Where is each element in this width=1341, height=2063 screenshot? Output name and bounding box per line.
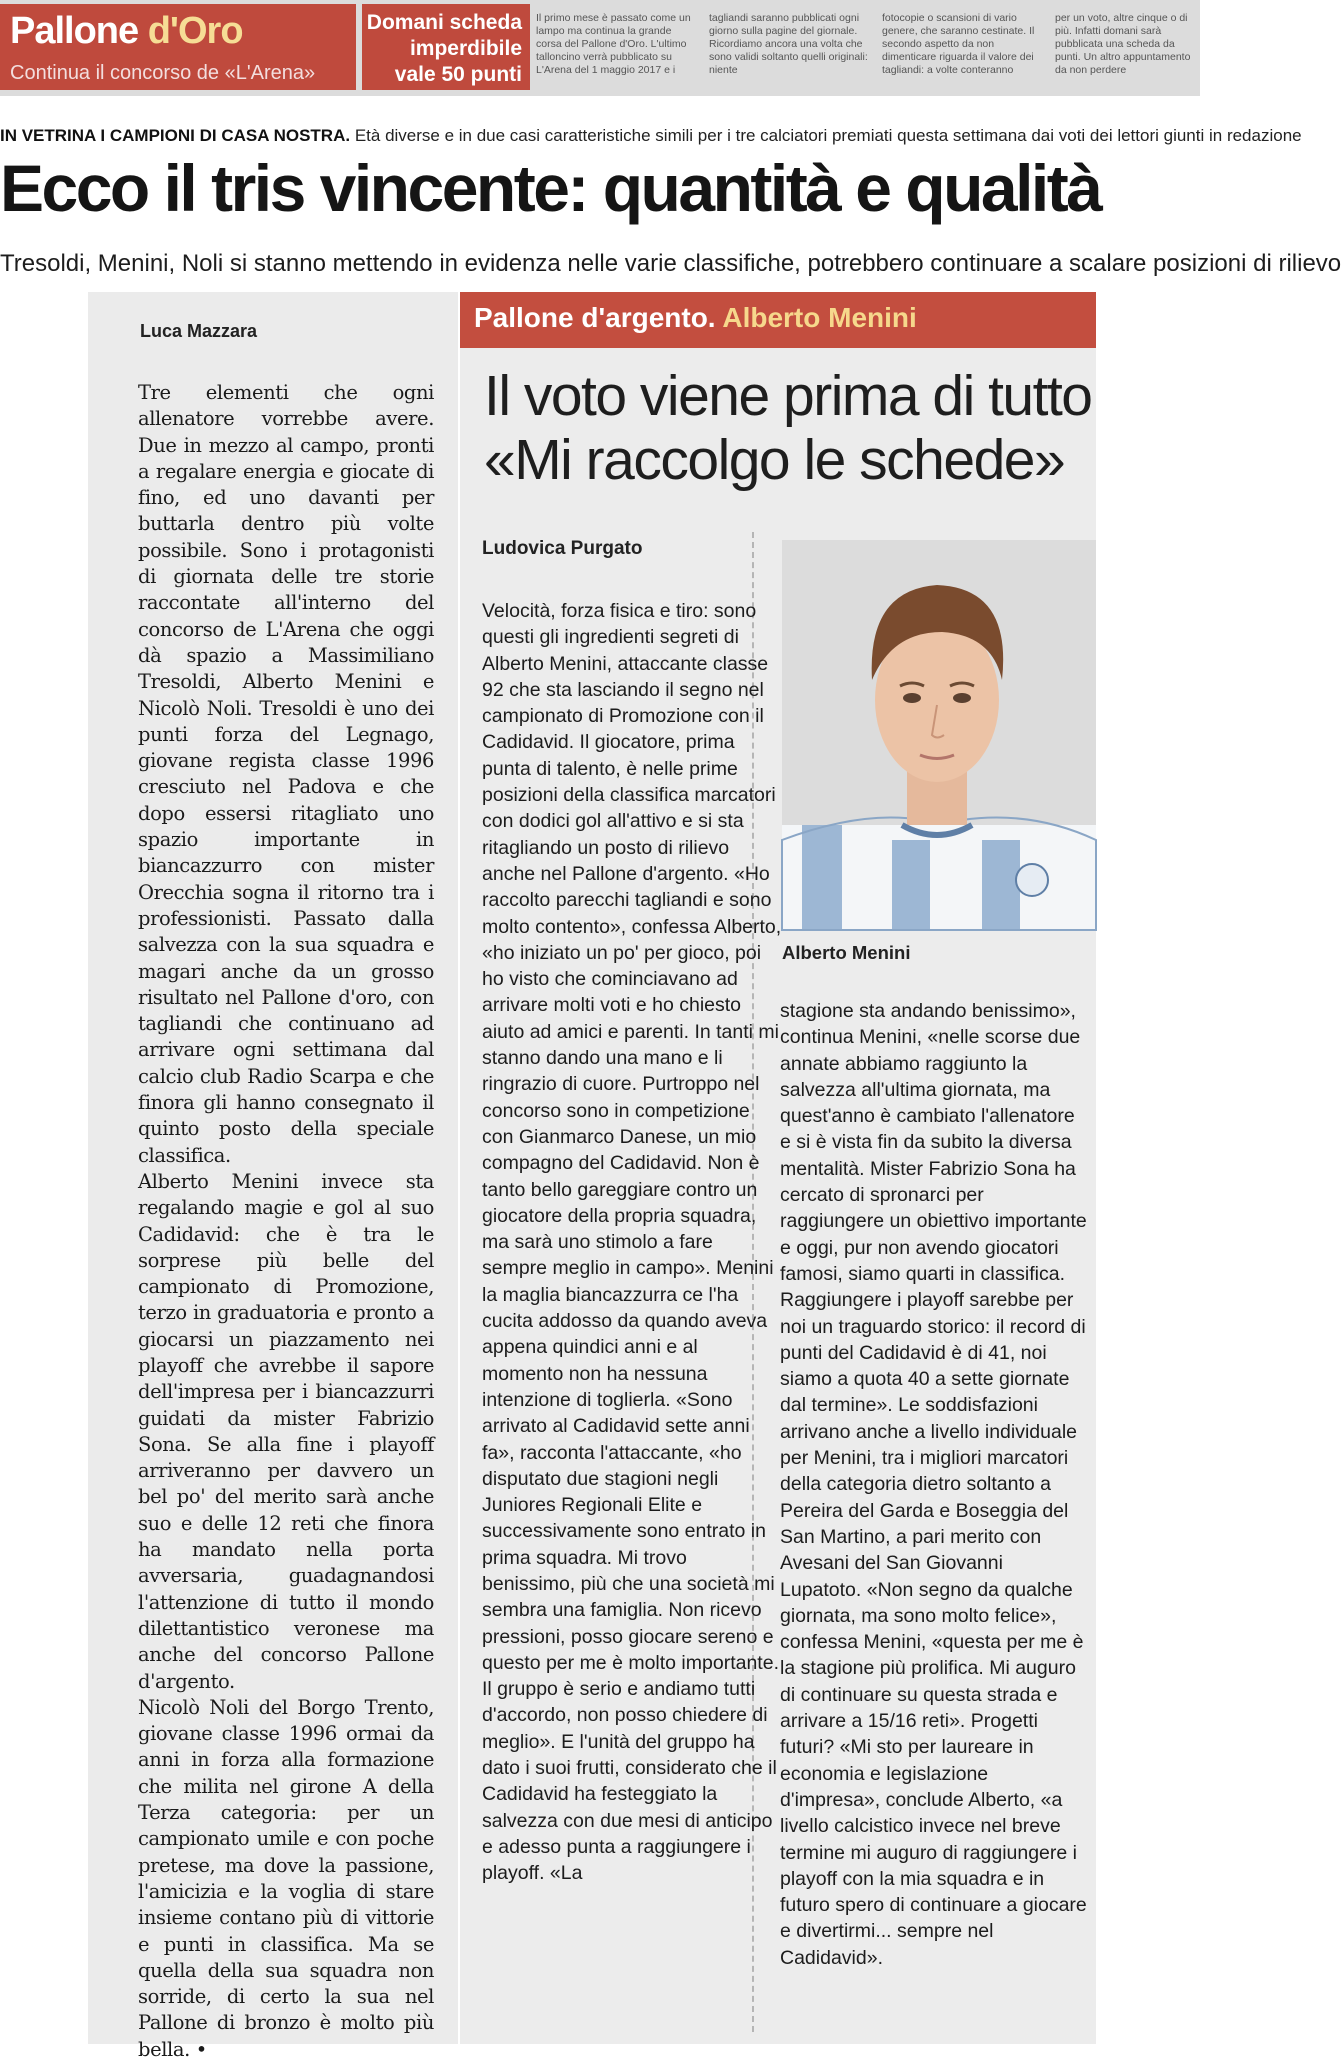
left-article-paragraph: Alberto Menini invece sta regalando magie e gol al suo Cadidavid: che è tra le sorprese più belle del campionato di Promozione, terzo in graduatoria e pronto a giocarsi un piazzamento nei playoff che avrebbe il sapore dell'impresa per i biancazzurri guidati da mister Fabrizio Sona. Se alla fine i playoff arriveranno per davvero un bel po' del merito sarà anche suo e delle 12 reti che finora ha mandato nella porta avversaria, guadagnandosi l'attenzione di tutto il mondo dilettantistico veronese ma anche del concorso Pallone d'argento. <box>138 1169 434 1693</box>
info-column-3: fotocopie o scansioni di vario genere, che saranno cestinate. Il secondo aspetto da non dimenticare riguarda il valore dei tagliandi: a volte conteranno <box>882 12 1035 76</box>
feature-title-line-1: Il voto viene prima di tutto <box>484 364 1092 428</box>
feature-title-line-2: «Mi raccolgo le schede» <box>484 428 1065 492</box>
brand-title-a: Pallone <box>10 10 139 52</box>
promo-line-2: imperdibile <box>409 37 522 60</box>
promo-block <box>362 4 530 90</box>
left-article-body <box>138 380 434 2063</box>
photo-caption: Alberto Menini <box>782 942 911 963</box>
right-article-paragraph: Velocità, forza fisica e tiro: sono questi gli ingredienti segreti di Alberto Menini, attaccante classe 92 che sta lasciando il segno nel campionato di Promozione con il Cadidavid. Il giocatore, prima punta di talento, è nelle prime posizioni della classifica marcatori con dodici gol all'attivo e si sta ritagliando un posto di rilievo anche nel Pallone d'argento. «Ho raccolto parecchi tagliandi e sono molto contento», confessa Alberto, «ho iniziato un po' per gioco, poi ho visto che cominciavano ad arrivare molti voti e ho chiesto aiuto ad amici e parenti. In tanti mi stanno dando una mano e li ringrazio di cuore. Purtroppo nel concorso sono in competizione con Gianmarco Danese, un mio compagno del Cadidavid. Non è tanto bello gareggiare contro un giocatore della propria squadra, ma sarà uno stimolo a fare sempre meglio in campo». Menini la maglia biancazzurra ce l'ha cucita addosso da quando aveva appena quindici anni e al momento non ha nessuna intenzione di toglierla. «Sono arrivato al Cadidavid sette anni fa», racconta l'attaccante, «ho disputato due stagioni negli Juniores Regionali Elite e successivamente sono entrato in prima squadra. Mi trovo benissimo, più che una società mi sembra una famiglia. Non ricevo pressioni, posso giocare sereno e questo per me è molto importante. Il gruppo è serio e andiamo tutti d'accordo, non posso chiedere di meglio». E l'unità del gruppo ha dato i suoi frutti, considerato che il Cadidavid ha festeggiato la salvezza con due mesi di anticipo e adesso punta a raggiungere i playoff. «La <box>482 600 782 1885</box>
kicker-text: Età diverse e in due casi caratteristiche simili per i tre calciatori premiati questa settimana dai voti dei lettori giunti in redazione <box>354 126 1302 145</box>
right-article-column-1 <box>482 598 782 1887</box>
promo-line-1: Domani scheda <box>366 11 522 34</box>
section-label-name: Alberto Menini <box>722 302 917 333</box>
brand-subtitle: Continua il concorso de «L'Arena» <box>10 62 316 84</box>
info-column-2: tagliandi saranno pubblicati ogni giorno sulla pagine del giornale. Ricordiamo ancora una volta che sono validi soltanto quelli originali: niente <box>709 12 868 76</box>
right-article-paragraph: stagione sta andando benissimo», continua Menini, «nelle scorse due annate abbiamo raggiunto la salvezza all'ultima giornata, ma quest'anno è cambiato l'allenatore e si è vista fin da subito la diversa mentalità. Mister Fabrizio Sona ha cercato di spronarci per raggiungere un obiettivo importante e oggi, pur non avendo giocatori famosi, siamo quarti in classifica. Raggiungere i playoff sarebbe per noi un traguardo storico: il record di punti del Cadidavid è di 41, noi siamo a quota 40 a sette giornate dal termine». Le soddisfazioni arrivano anche a livello individuale per Menini, tra i migliori marcatori della categoria dietro soltanto a Pereira del Garda e Boseggia del San Martino, a pari merito con Avesani del San Giovanni Lupatoto. «Non segno da qualche giornata, ma sono molto felice», confessa Menini, «questa per me è la stagione più prolifica. Mi auguro di continuare su questa strada e arrivare a 15/16 reti». Progetti futuri? «Mi sto per laureare in economia e legislazione d'impresa», conclude Alberto, «a livello calcistico invece nel breve termine mi auguro di raggiungere i playoff con la mia squadra e in futuro spero di continuare a giocare e divertirmi... sempre nel Cadidavid». <box>780 1000 1087 1969</box>
left-article-paragraph: Tre elementi che ogni allenatore vorrebbe avere. Due in mezzo al campo, pronti a regalare energia e giocate di fino, ed uno davanti per buttarla dentro più volte possibile. Sono i protagonisti di giornata delle tre storie raccontate all'interno del concorso de L'Arena che oggi dà spazio a Massimiliano Tresoldi, Alberto Menini e Nicolò Noli. Tresoldi è uno dei punti forza del Legnago, giovane regista classe 1996 cresciuto nel Padova e che dopo essersi ritagliato uno spazio importante in biancazzurro con mister Orecchia sogna il ritorno tra i professionisti. Passato dalla salvezza con la sua squadra e magari anche da un grosso risultato nel Pallone d'oro, con tagliandi che continuano ad arrivare ogni settimana dal calcio club Radio Scarpa e che finora gli hanno consegnato il quinto posto della speciale classifica. <box>138 381 434 1167</box>
brand-block <box>0 4 356 90</box>
info-column-4: per un voto, altre cinque o di più. Infatti domani sarà pubblicata una scheda da punti. Un altro appuntamento da non perdere <box>1055 12 1191 76</box>
player-photo <box>782 540 1096 930</box>
info-columns <box>536 12 1200 90</box>
section-bar <box>460 292 1096 348</box>
headline-kicker <box>0 126 1302 146</box>
player-portrait-icon <box>782 540 1096 930</box>
left-article <box>88 292 458 2061</box>
header-strip <box>0 0 1200 96</box>
section-label <box>474 302 917 334</box>
main-headline: Ecco il tris vincente: quantità e qualità <box>0 151 1101 225</box>
right-article-column-2 <box>780 998 1088 1971</box>
promo-line-3: vale 50 punti <box>394 63 522 86</box>
kicker-lead: IN VETRINA I CAMPIONI DI CASA NOSTRA. <box>0 126 351 145</box>
section-label-topic: Pallone d'argento. <box>474 302 716 333</box>
feature-title <box>484 364 1092 492</box>
main-subheadline: Tresoldi, Menini, Noli si stanno mettendo in evidenza nelle varie classifiche, potrebbero continuare a scalare posizioni di rilievo <box>0 250 1341 277</box>
right-article <box>460 292 1096 2044</box>
brand-title <box>10 10 243 53</box>
right-article-author: Ludovica Purgato <box>482 538 643 559</box>
brand-title-b: d'Oro <box>147 10 243 52</box>
left-article-paragraph: Nicolò Noli del Borgo Trento, giovane classe 1996 ormai da anni in forza alla formazione che milita nel girone A della Terza categoria: per un campionato umile e con poche pretese, ma dove la passione, l'amicizia e la voglia di stare insieme contano più di vittorie e punti in classifica. Ma se quella della sua squadra non sorride, di certo la sua nel Pallone di bronzo è molto più bella. • <box>138 1695 434 2061</box>
info-column-1: Il primo mese è passato come un lampo ma continua la grande corsa del Pallone d'Oro. L'ultimo talloncino verrà pubblicato su L'Arena del 1 maggio 2017 e i <box>536 12 691 76</box>
left-article-author: Luca Mazzara <box>140 321 258 341</box>
